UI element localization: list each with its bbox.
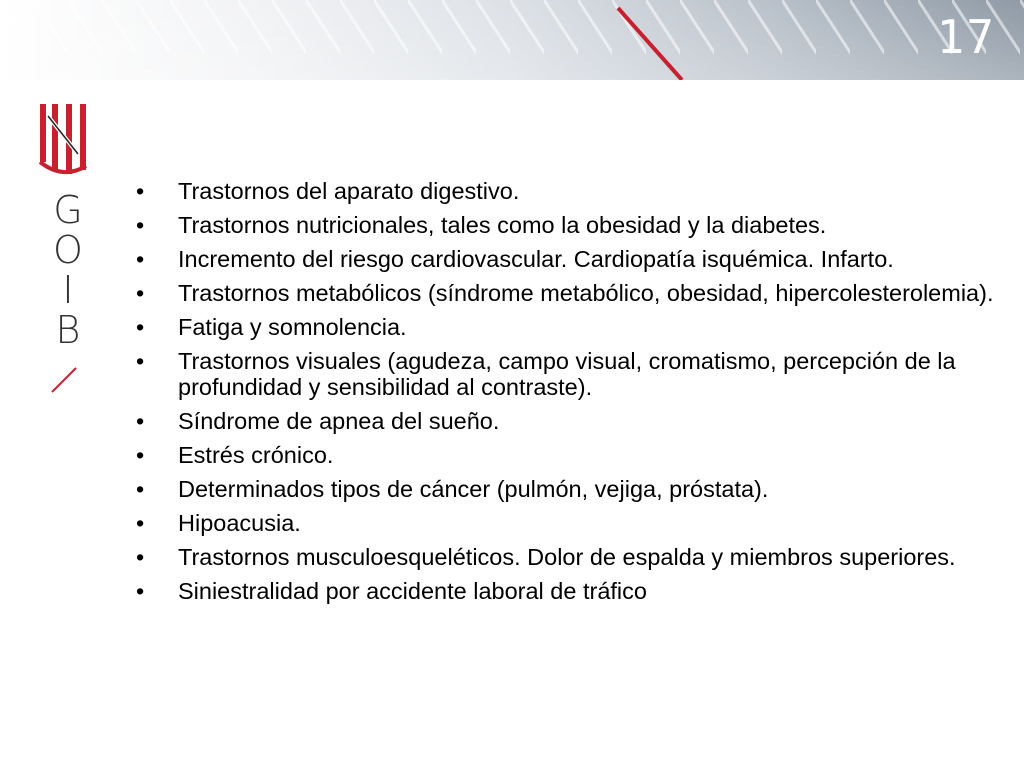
list-item-text: Incremento del riesgo cardiovascular. Cardiopatía isquémica. Infarto. [178,246,894,272]
logo-letter: G [53,188,83,232]
list-item [136,510,996,536]
logo-letter: I [62,268,74,312]
list-item [136,578,996,604]
bullet-icon: • [136,246,145,272]
list-item [136,212,996,238]
list-item [136,314,996,340]
bullet-icon: • [136,280,145,306]
logo-letter: O [53,228,83,272]
list-item-text: Estrés crónico. [178,442,334,468]
bullet-icon: • [136,442,145,468]
bullet-icon: • [136,212,145,238]
list-item [136,476,996,502]
list-item-text: Fatiga y somnolencia. [178,314,407,340]
bullet-icon: • [136,408,145,434]
list-item-text: Trastornos visuales (agudeza, campo visual, cromatismo, percepción de la profundidad y sensibilidad al contraste). [178,348,956,400]
bullet-icon: • [136,348,145,374]
list-item [136,280,996,306]
bullet-icon: • [136,178,145,204]
bullet-list-container [136,178,996,612]
header-stripes-graphic [0,0,1024,80]
list-item-text: Trastornos del aparato digestivo. [178,178,520,204]
list-item [136,178,996,204]
list-item [136,544,996,570]
bullet-icon: • [136,544,145,570]
list-item [136,348,996,400]
list-item [136,246,996,272]
list-item [136,408,996,434]
logo-wordmark [50,190,86,350]
slide-number: 17 [936,10,996,64]
list-item-text: Síndrome de apnea del sueño. [178,408,500,434]
bullet-icon: • [136,578,145,604]
list-item-text: Hipoacusia. [178,510,301,536]
logo-letter: B [55,308,81,352]
list-item-text: Trastornos nutricionales, tales como la obesidad y la diabetes. [178,212,827,238]
list-item [136,442,996,468]
list-item-text: Siniestralidad por accidente laboral de tráfico [178,578,647,604]
list-item-text: Determinados tipos de cáncer (pulmón, vejiga, próstata). [178,476,769,502]
bullet-icon: • [136,314,145,340]
list-item-text: Trastornos metabólicos (síndrome metabólico, obesidad, hipercolesterolemia). [178,280,994,306]
list-item-text: Trastornos musculoesqueléticos. Dolor de espalda y miembros superiores. [178,544,956,570]
header-band [0,0,1024,80]
bullet-icon: • [136,510,145,536]
bullet-list [136,178,996,604]
bullet-icon: • [136,476,145,502]
